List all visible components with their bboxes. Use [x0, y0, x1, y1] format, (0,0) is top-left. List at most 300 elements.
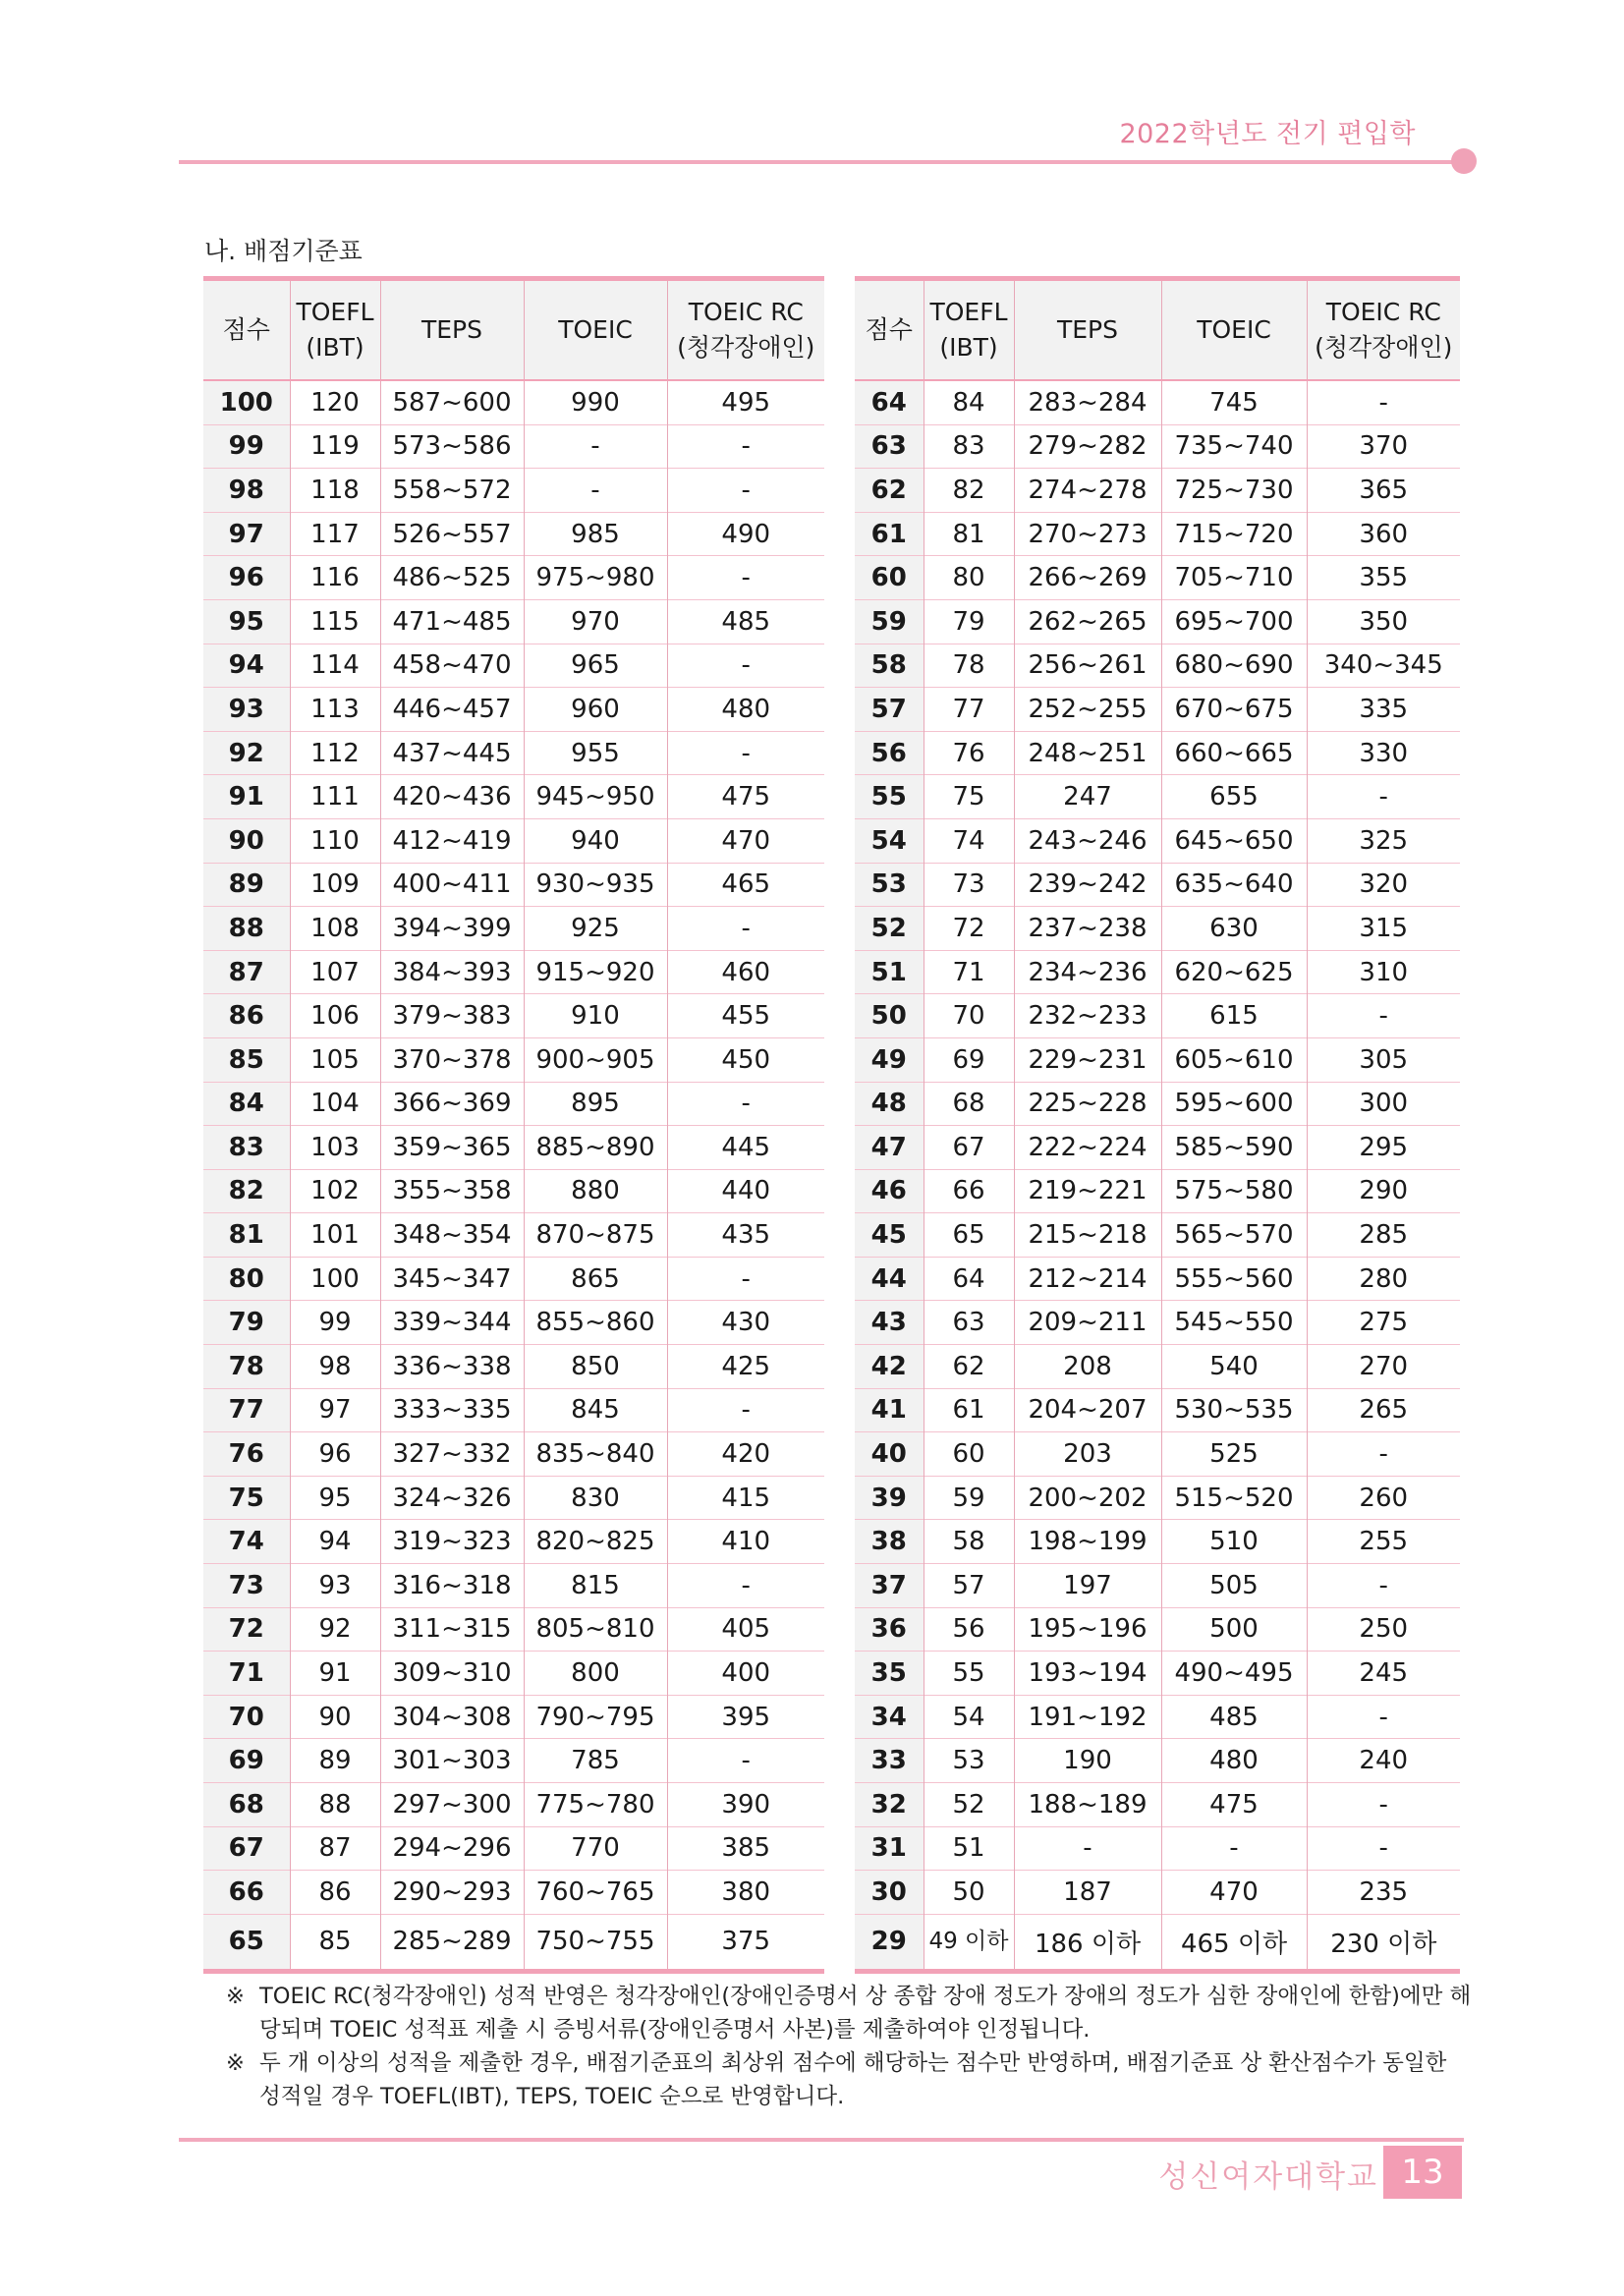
value-cell: 195~196: [1014, 1607, 1161, 1652]
score-cell: 35: [855, 1652, 924, 1696]
value-cell: 69: [924, 1037, 1014, 1082]
value-cell: -: [1307, 775, 1460, 819]
value-cell: 985: [524, 512, 667, 556]
score-cell: 46: [855, 1169, 924, 1213]
table-row: [855, 1432, 1460, 1477]
column-header: [380, 279, 524, 381]
value-cell: 250: [1307, 1607, 1460, 1652]
value-cell: 587~600: [380, 380, 524, 424]
table-row: [855, 1213, 1460, 1258]
value-cell: 52: [924, 1783, 1014, 1827]
value-cell: 75: [924, 775, 1014, 819]
value-cell: 310: [1307, 950, 1460, 994]
column-header: [667, 279, 824, 381]
value-cell: 400~411: [380, 863, 524, 907]
value-cell: 370: [1307, 424, 1460, 469]
value-cell: 59: [924, 1476, 1014, 1520]
value-cell: 55: [924, 1652, 1014, 1696]
column-header-line: (IBT): [306, 333, 364, 362]
value-cell: -: [667, 1257, 824, 1301]
value-cell: 366~369: [380, 1082, 524, 1126]
value-cell: 465: [667, 863, 824, 907]
value-cell: 198~199: [1014, 1520, 1161, 1564]
value-cell: 186 이하: [1014, 1914, 1161, 1971]
score-cell: 40: [855, 1432, 924, 1477]
table-row: [855, 1783, 1460, 1827]
value-cell: 558~572: [380, 469, 524, 513]
table-row: [855, 644, 1460, 688]
value-cell: 212~214: [1014, 1257, 1161, 1301]
value-cell: -: [667, 731, 824, 775]
value-cell: 203: [1014, 1432, 1161, 1477]
table-row: [203, 424, 824, 469]
value-cell: 73: [924, 863, 1014, 907]
column-header: [924, 279, 1014, 381]
value-cell: 348~354: [380, 1213, 524, 1258]
header-dot-ornament: [1451, 148, 1477, 174]
value-cell: 255: [1307, 1520, 1460, 1564]
header-title: 2022학년도 전기 편입학: [1119, 119, 1416, 149]
value-cell: 330: [1307, 731, 1460, 775]
table-row: [203, 1126, 824, 1170]
value-cell: 850: [524, 1345, 667, 1389]
value-cell: 370~378: [380, 1037, 524, 1082]
value-cell: -: [667, 556, 824, 600]
score-cell: 45: [855, 1213, 924, 1258]
value-cell: 117: [290, 512, 380, 556]
value-cell: 430: [667, 1301, 824, 1345]
table-row: [855, 1169, 1460, 1213]
value-cell: 526~557: [380, 512, 524, 556]
table-row: [855, 556, 1460, 600]
value-cell: 94: [290, 1520, 380, 1564]
value-cell: 187: [1014, 1871, 1161, 1915]
note-item: [226, 2046, 1474, 2113]
score-cell: 36: [855, 1607, 924, 1652]
value-cell: 111: [290, 775, 380, 819]
table-row: [203, 1301, 824, 1345]
value-cell: 435: [667, 1213, 824, 1258]
value-cell: 191~192: [1014, 1695, 1161, 1739]
value-cell: 204~207: [1014, 1388, 1161, 1432]
value-cell: 294~296: [380, 1826, 524, 1871]
score-cell: 56: [855, 731, 924, 775]
table-row: [203, 688, 824, 732]
score-cell: 75: [203, 1476, 290, 1520]
value-cell: 620~625: [1161, 950, 1307, 994]
value-cell: 350: [1307, 599, 1460, 644]
value-cell: 605~610: [1161, 1037, 1307, 1082]
table-row: [203, 1871, 824, 1915]
value-cell: 455: [667, 994, 824, 1038]
value-cell: 200~202: [1014, 1476, 1161, 1520]
value-cell: 335: [1307, 688, 1460, 732]
score-table-left: [203, 276, 824, 1974]
value-cell: 67: [924, 1126, 1014, 1170]
value-cell: 285: [1307, 1213, 1460, 1258]
score-cell: 95: [203, 599, 290, 644]
value-cell: -: [1014, 1826, 1161, 1871]
value-cell: 60: [924, 1432, 1014, 1477]
value-cell: 297~300: [380, 1783, 524, 1827]
table-row: [855, 380, 1460, 424]
score-table-right-body: [855, 380, 1460, 1971]
value-cell: 301~303: [380, 1739, 524, 1783]
value-cell: 785: [524, 1739, 667, 1783]
score-cell: 86: [203, 994, 290, 1038]
score-cell: 89: [203, 863, 290, 907]
note-text: 두 개 이상의 성적을 제출한 경우, 배점기준표의 최상위 점수에 해당하는 점수만 반영하며, 배점기준표 상 환산점수가 동일한 성적일 경우 TOEFL(IBT), TEPS, TOEIC 순으로 반영합니다.: [259, 2050, 1447, 2109]
value-cell: 219~221: [1014, 1169, 1161, 1213]
value-cell: 327~332: [380, 1432, 524, 1477]
value-cell: 425: [667, 1345, 824, 1389]
table-header-row: [855, 279, 1460, 381]
score-cell: 79: [203, 1301, 290, 1345]
value-cell: 97: [290, 1388, 380, 1432]
value-cell: 320: [1307, 863, 1460, 907]
value-cell: 480: [1161, 1739, 1307, 1783]
column-header: [524, 279, 667, 381]
value-cell: 545~550: [1161, 1301, 1307, 1345]
table-row: [203, 1607, 824, 1652]
value-cell: 670~675: [1161, 688, 1307, 732]
value-cell: 855~860: [524, 1301, 667, 1345]
value-cell: 490: [667, 512, 824, 556]
score-cell: 76: [203, 1432, 290, 1477]
score-cell: 92: [203, 731, 290, 775]
value-cell: 72: [924, 907, 1014, 951]
value-cell: 500: [1161, 1607, 1307, 1652]
value-cell: 385: [667, 1826, 824, 1871]
value-cell: 530~535: [1161, 1388, 1307, 1432]
value-cell: 279~282: [1014, 424, 1161, 469]
value-cell: 815: [524, 1564, 667, 1608]
value-cell: 248~251: [1014, 731, 1161, 775]
column-header-line: TOEIC RC: [1325, 298, 1441, 326]
table-row: [855, 1388, 1460, 1432]
value-cell: 105: [290, 1037, 380, 1082]
value-cell: 555~560: [1161, 1257, 1307, 1301]
value-cell: 595~600: [1161, 1082, 1307, 1126]
value-cell: -: [667, 644, 824, 688]
score-cell: 74: [203, 1520, 290, 1564]
value-cell: 89: [290, 1739, 380, 1783]
score-cell: 100: [203, 380, 290, 424]
value-cell: 61: [924, 1388, 1014, 1432]
value-cell: 115: [290, 599, 380, 644]
value-cell: 585~590: [1161, 1126, 1307, 1170]
value-cell: 66: [924, 1169, 1014, 1213]
value-cell: 440: [667, 1169, 824, 1213]
value-cell: -: [1307, 1695, 1460, 1739]
table-row: [855, 1301, 1460, 1345]
value-cell: 415: [667, 1476, 824, 1520]
value-cell: 485: [667, 599, 824, 644]
value-cell: 458~470: [380, 644, 524, 688]
table-row: [203, 1388, 824, 1432]
value-cell: 285~289: [380, 1914, 524, 1971]
value-cell: 84: [924, 380, 1014, 424]
column-header-line: TOEIC RC: [688, 298, 804, 326]
value-cell: 470: [667, 818, 824, 863]
table-row: [855, 1082, 1460, 1126]
value-cell: 495: [667, 380, 824, 424]
value-cell: 870~875: [524, 1213, 667, 1258]
score-cell: 54: [855, 818, 924, 863]
table-row: [855, 1695, 1460, 1739]
value-cell: 83: [924, 424, 1014, 469]
value-cell: 565~570: [1161, 1213, 1307, 1258]
table-row: [203, 818, 824, 863]
value-cell: 50: [924, 1871, 1014, 1915]
value-cell: -: [667, 424, 824, 469]
value-cell: 960: [524, 688, 667, 732]
value-cell: 760~765: [524, 1871, 667, 1915]
value-cell: 107: [290, 950, 380, 994]
value-cell: 208: [1014, 1345, 1161, 1389]
score-cell: 85: [203, 1037, 290, 1082]
value-cell: 64: [924, 1257, 1014, 1301]
column-header: [1307, 279, 1460, 381]
value-cell: 96: [290, 1432, 380, 1477]
value-cell: 945~950: [524, 775, 667, 819]
table-row: [855, 469, 1460, 513]
table-row: [855, 1345, 1460, 1389]
table-row: [855, 1914, 1460, 1971]
value-cell: 865: [524, 1257, 667, 1301]
value-cell: 78: [924, 644, 1014, 688]
value-cell: 114: [290, 644, 380, 688]
value-cell: -: [524, 424, 667, 469]
column-header-line: (IBT): [939, 333, 998, 362]
value-cell: 735~740: [1161, 424, 1307, 469]
value-cell: 316~318: [380, 1564, 524, 1608]
value-cell: 800: [524, 1652, 667, 1696]
value-cell: 915~920: [524, 950, 667, 994]
value-cell: 225~228: [1014, 1082, 1161, 1126]
value-cell: 645~650: [1161, 818, 1307, 863]
column-header: [855, 279, 924, 381]
value-cell: 74: [924, 818, 1014, 863]
value-cell: 77: [924, 688, 1014, 732]
value-cell: 471~485: [380, 599, 524, 644]
score-cell: 72: [203, 1607, 290, 1652]
table-row: [203, 1826, 824, 1871]
score-cell: 63: [855, 424, 924, 469]
value-cell: 79: [924, 599, 1014, 644]
value-cell: 333~335: [380, 1388, 524, 1432]
value-cell: 525: [1161, 1432, 1307, 1477]
table-row: [203, 1520, 824, 1564]
value-cell: 71: [924, 950, 1014, 994]
score-cell: 81: [203, 1213, 290, 1258]
value-cell: 76: [924, 731, 1014, 775]
score-cell: 83: [203, 1126, 290, 1170]
header-divider: [179, 160, 1464, 164]
table-row: [203, 1914, 824, 1971]
table-row: [203, 599, 824, 644]
value-cell: 215~218: [1014, 1213, 1161, 1258]
score-cell: 77: [203, 1388, 290, 1432]
value-cell: 86: [290, 1871, 380, 1915]
score-cell: 82: [203, 1169, 290, 1213]
value-cell: 325: [1307, 818, 1460, 863]
value-cell: 243~246: [1014, 818, 1161, 863]
value-cell: 63: [924, 1301, 1014, 1345]
value-cell: 465 이하: [1161, 1914, 1307, 1971]
score-table-left-header: [203, 279, 824, 381]
value-cell: 53: [924, 1739, 1014, 1783]
value-cell: 265: [1307, 1388, 1460, 1432]
value-cell: 235: [1307, 1871, 1460, 1915]
note-item: [226, 1980, 1474, 2046]
value-cell: 283~284: [1014, 380, 1161, 424]
table-row: [855, 1476, 1460, 1520]
value-cell: 510: [1161, 1520, 1307, 1564]
value-cell: 300: [1307, 1082, 1460, 1126]
value-cell: 91: [290, 1652, 380, 1696]
table-row: [855, 512, 1460, 556]
value-cell: -: [1307, 1783, 1460, 1827]
value-cell: 940: [524, 818, 667, 863]
table-row: [203, 731, 824, 775]
score-table-right-header: [855, 279, 1460, 381]
value-cell: 505: [1161, 1564, 1307, 1608]
value-cell: 260: [1307, 1476, 1460, 1520]
score-cell: 73: [203, 1564, 290, 1608]
value-cell: 490~495: [1161, 1652, 1307, 1696]
value-cell: 112: [290, 731, 380, 775]
value-cell: 359~365: [380, 1126, 524, 1170]
table-row: [855, 424, 1460, 469]
value-cell: 830: [524, 1476, 667, 1520]
value-cell: 437~445: [380, 731, 524, 775]
value-cell: -: [667, 1082, 824, 1126]
value-cell: 95: [290, 1476, 380, 1520]
score-cell: 33: [855, 1739, 924, 1783]
value-cell: 270: [1307, 1345, 1460, 1389]
value-cell: 229~231: [1014, 1037, 1161, 1082]
value-cell: -: [1307, 994, 1460, 1038]
score-cell: 43: [855, 1301, 924, 1345]
value-cell: -: [524, 469, 667, 513]
score-cell: 94: [203, 644, 290, 688]
table-row: [203, 380, 824, 424]
value-cell: -: [1307, 1826, 1460, 1871]
column-header-line: 점수: [222, 315, 270, 344]
value-cell: 336~338: [380, 1345, 524, 1389]
table-row: [203, 1082, 824, 1126]
value-cell: 109: [290, 863, 380, 907]
value-cell: 106: [290, 994, 380, 1038]
column-header: [290, 279, 380, 381]
value-cell: -: [667, 469, 824, 513]
score-cell: 42: [855, 1345, 924, 1389]
score-cell: 78: [203, 1345, 290, 1389]
value-cell: 237~238: [1014, 907, 1161, 951]
value-cell: 900~905: [524, 1037, 667, 1082]
value-cell: 910: [524, 994, 667, 1038]
value-cell: 420: [667, 1432, 824, 1477]
score-cell: 68: [203, 1783, 290, 1827]
score-cell: 91: [203, 775, 290, 819]
value-cell: 715~720: [1161, 512, 1307, 556]
value-cell: 193~194: [1014, 1652, 1161, 1696]
value-cell: 446~457: [380, 688, 524, 732]
score-cell: 67: [203, 1826, 290, 1871]
score-cell: 49: [855, 1037, 924, 1082]
notes: [226, 1980, 1474, 2113]
value-cell: 56: [924, 1607, 1014, 1652]
value-cell: 104: [290, 1082, 380, 1126]
table-row: [855, 1652, 1460, 1696]
value-cell: 655: [1161, 775, 1307, 819]
table-row: [855, 1520, 1460, 1564]
value-cell: 930~935: [524, 863, 667, 907]
value-cell: 245: [1307, 1652, 1460, 1696]
value-cell: 99: [290, 1301, 380, 1345]
column-header: [1014, 279, 1161, 381]
score-cell: 53: [855, 863, 924, 907]
section-title: 나. 배점기준표: [204, 237, 363, 265]
table-row: [203, 950, 824, 994]
score-cell: 32: [855, 1783, 924, 1827]
value-cell: 304~308: [380, 1695, 524, 1739]
value-cell: -: [667, 1739, 824, 1783]
value-cell: 62: [924, 1345, 1014, 1389]
value-cell: 247: [1014, 775, 1161, 819]
score-cell: 97: [203, 512, 290, 556]
score-cell: 50: [855, 994, 924, 1038]
value-cell: 239~242: [1014, 863, 1161, 907]
table-row: [855, 1826, 1460, 1871]
value-cell: 380: [667, 1871, 824, 1915]
value-cell: 58: [924, 1520, 1014, 1564]
value-cell: 379~383: [380, 994, 524, 1038]
score-cell: 65: [203, 1914, 290, 1971]
table-row: [855, 907, 1460, 951]
value-cell: 360: [1307, 512, 1460, 556]
score-cell: 30: [855, 1871, 924, 1915]
value-cell: 420~436: [380, 775, 524, 819]
score-table-right: [855, 276, 1460, 1974]
table-row: [855, 1126, 1460, 1170]
value-cell: 102: [290, 1169, 380, 1213]
value-cell: 680~690: [1161, 644, 1307, 688]
value-cell: 770: [524, 1826, 667, 1871]
value-cell: 101: [290, 1213, 380, 1258]
value-cell: 384~393: [380, 950, 524, 994]
score-cell: 57: [855, 688, 924, 732]
score-cell: 55: [855, 775, 924, 819]
value-cell: 970: [524, 599, 667, 644]
table-row: [203, 863, 824, 907]
value-cell: 98: [290, 1345, 380, 1389]
table-row: [203, 775, 824, 819]
value-cell: 232~233: [1014, 994, 1161, 1038]
score-cell: 62: [855, 469, 924, 513]
score-cell: 80: [203, 1257, 290, 1301]
table-header-row: [203, 279, 824, 381]
value-cell: -: [1307, 380, 1460, 424]
column-header-line: TEPS: [420, 315, 482, 344]
value-cell: 49 이하: [924, 1914, 1014, 1971]
value-cell: 54: [924, 1695, 1014, 1739]
value-cell: 295: [1307, 1126, 1460, 1170]
table-row: [203, 1432, 824, 1477]
value-cell: 515~520: [1161, 1476, 1307, 1520]
value-cell: 880: [524, 1169, 667, 1213]
